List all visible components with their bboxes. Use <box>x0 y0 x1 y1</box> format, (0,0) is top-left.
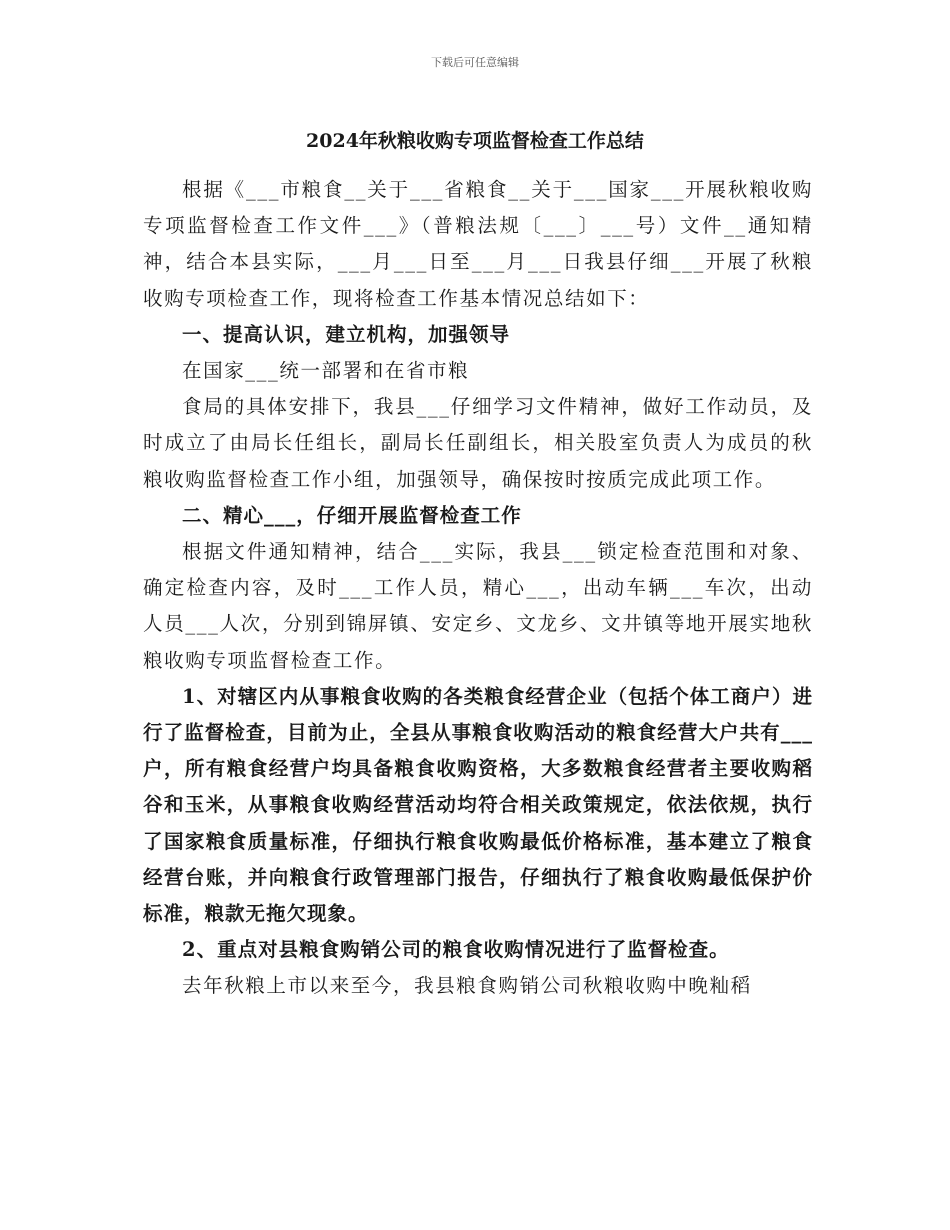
document-body <box>143 172 813 1005</box>
intro-paragraph: 根据《___市粮食__关于___省粮食__关于___国家___开展秋粮收购专项监督检查工作文件___》（普粮法规〔___〕___号）文件__通知精神，结合本县实际，___月___日至___月___日我县仔细___开展了秋粮收购专项检查工作，现将检查工作基本情况总结如下： <box>143 178 813 310</box>
paragraph-2: 在国家___统一部署和在省市粮 <box>182 359 470 383</box>
paragraph-3: 食局的具体安排下，我县___仔细学习文件精神，做好工作动员，及时成立了由局长任组长，副局长任副组长，相关股室负责人为成员的秋粮收购监督检查工作小组，加强领导，确保按时按质完成此项工作。 <box>143 395 813 491</box>
paragraph-8: 去年秋粮上市以来至今，我县粮食购销公司秋粮收购中晚籼稻 <box>182 974 752 998</box>
section-heading-1: 一、提高认识，建立机构，加强领导 <box>182 322 511 346</box>
section-heading-2: 二、精心___，仔细开展监督检查工作 <box>182 503 522 527</box>
item-1-paragraph: 1、对辖区内从事粮食收购的各类粮食经营企业（包括个体工商户）进行了监督检查，目前为止，全县从事粮食收购活动的粮食经营大户共有___户，所有粮食经营户均具备粮食收购资格，大多数粮食经营者主要收购稻谷和玉米，从事粮食收购经营活动均符合相关政策规定，依法依规，执行了国家粮食质量标准，仔细执行粮食收购最低价格标准，基本建立了粮食经营台账，并向粮食行政管理部门报告，仔细执行了粮食收购最低保护价标准，粮款无拖欠现象。 <box>143 684 813 926</box>
document-title: 2024年秋粮收购专项监督检查工作总结 <box>306 130 644 152</box>
item-2-paragraph: 2、重点对县粮食购销公司的粮食收购情况进行了监督检查。 <box>182 938 730 962</box>
paragraph-5: 根据文件通知精神，结合___实际，我县___锁定检查范围和对象、确定检查内容，及时___工作人员，精心___，出动车辆___车次，出动人员___人次，分别到锦屏镇、安定乡、文龙乡、文井镇等地开展实地秋粮收购专项监督检查工作。 <box>143 540 813 672</box>
header-note: 下载后可任意编辑 <box>431 56 519 69</box>
